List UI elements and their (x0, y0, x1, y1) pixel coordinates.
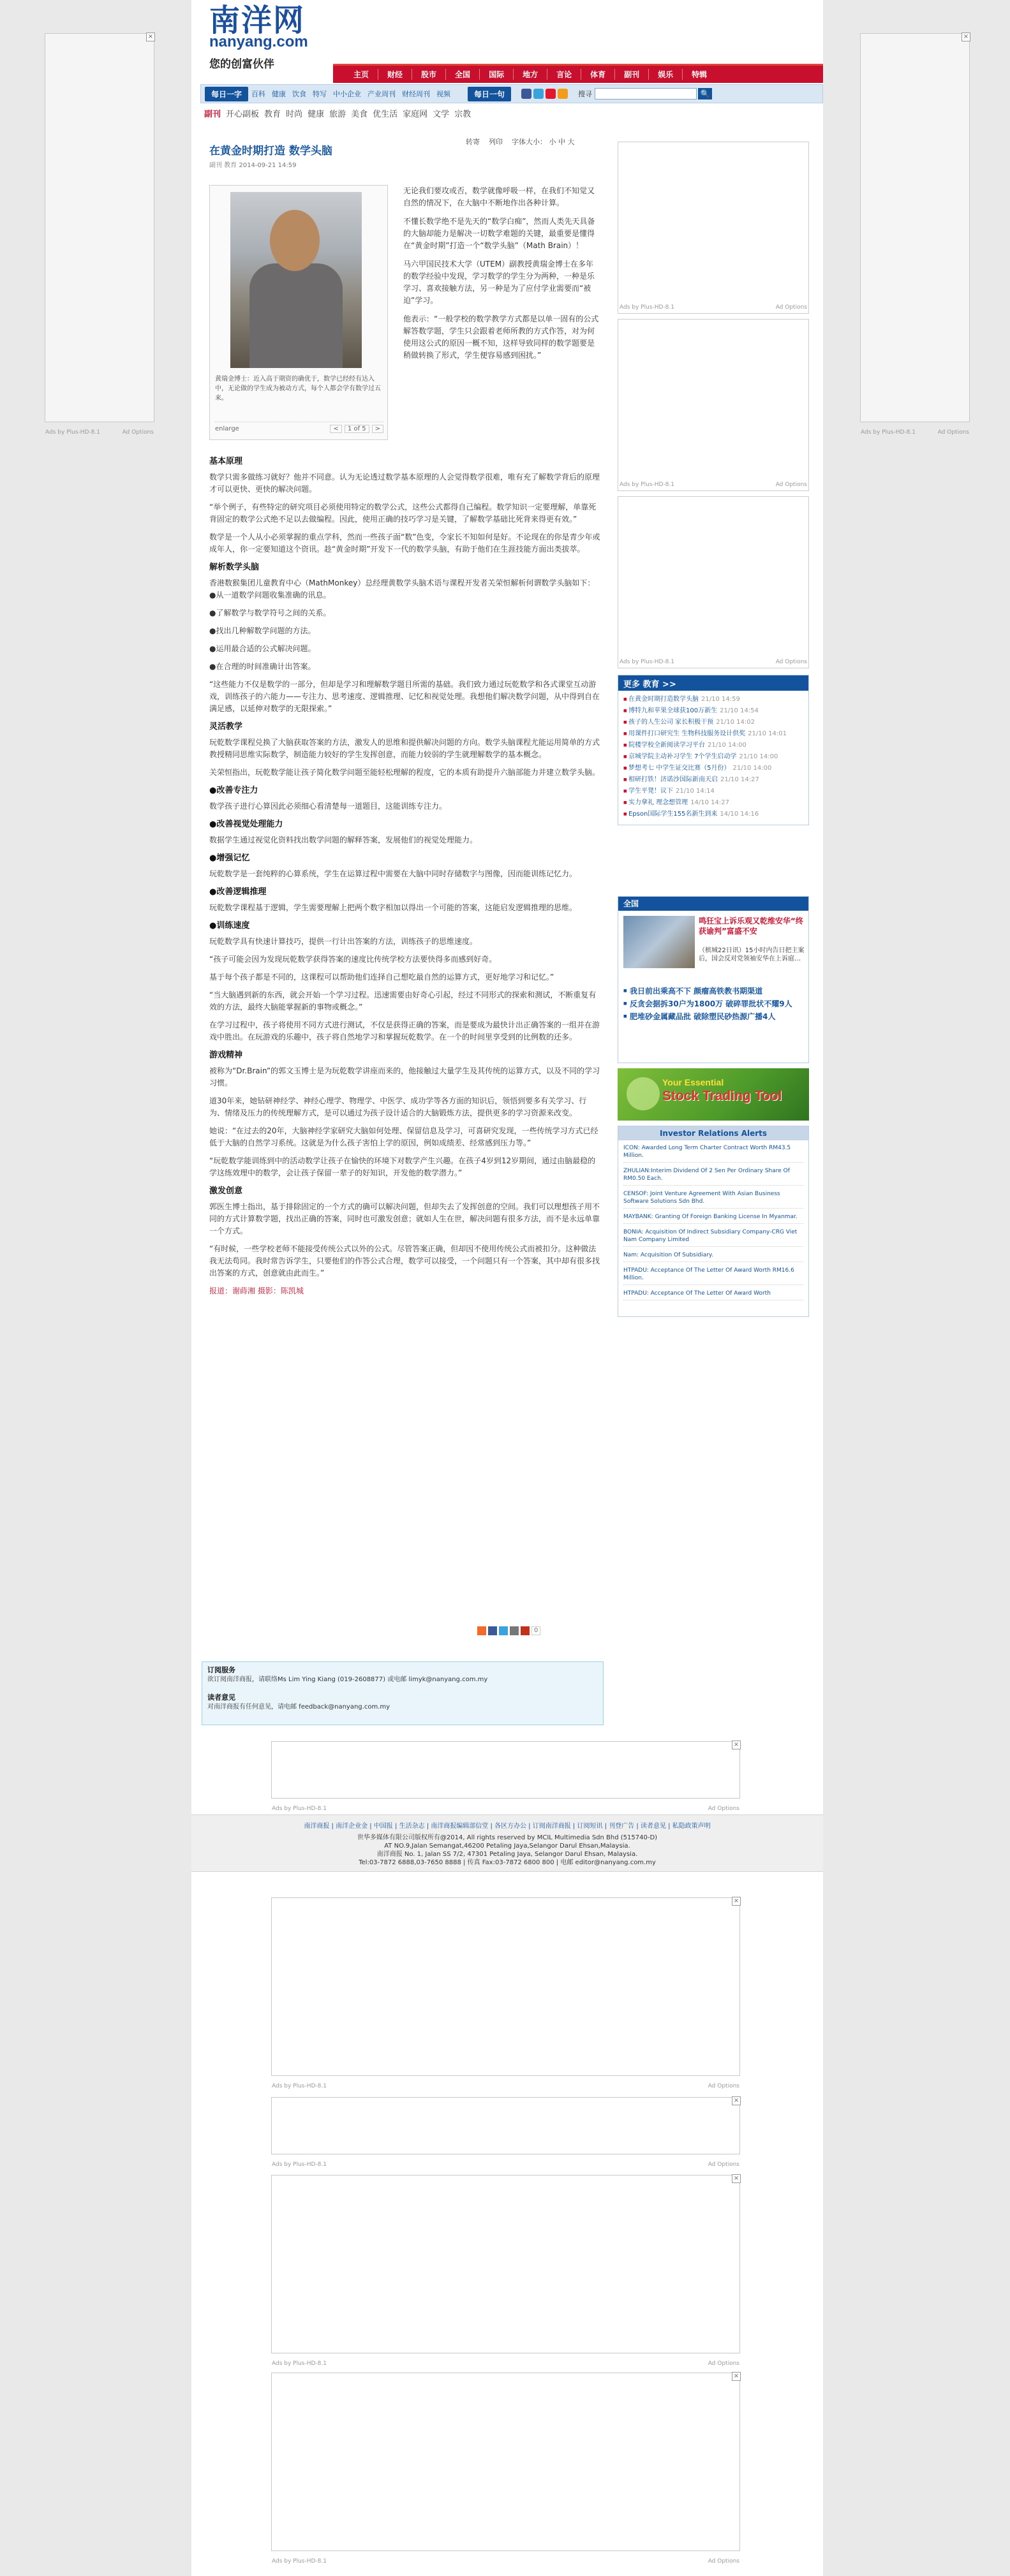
section-heading: ●改善视觉处理能力 (209, 820, 283, 829)
paragraph: 玩乾数学是一套纯粹的心算系统，学生在运算过程中需要在大脑中同时存储数字与图像，因而能训练记忆力。 (209, 869, 577, 878)
subnav-item[interactable]: 百科 (251, 90, 266, 98)
subnav-item[interactable]: 健康 (272, 90, 286, 98)
close-icon[interactable]: × (732, 2096, 741, 2105)
nav-item-national[interactable]: 全国 (446, 69, 480, 80)
list-item[interactable]: CENSOF: Joint Venture Agreement With Asian Business Software Solutions Sdn Bhd. (623, 1190, 803, 1209)
investor-relations-panel (618, 1126, 809, 1317)
ad-label: Ads by Plus-HD-8.1 (272, 1806, 327, 1812)
photo-count: 1 of 5 (345, 425, 369, 433)
subnav-item[interactable]: 视频 (436, 90, 451, 98)
ad-label: Ads by Plus-HD-8.1 (620, 304, 674, 311)
ad-banner[interactable] (271, 1897, 740, 2089)
subscription-title: 订阅服务 (207, 1666, 235, 1674)
ad-options-link[interactable]: Ad Options (708, 2360, 739, 2367)
channel-item[interactable]: 美食 (351, 110, 368, 119)
list-item-title[interactable]: 实力拿礼 理念想管理 (628, 799, 688, 806)
list-item[interactable] (623, 809, 803, 819)
list-item[interactable]: HTPADU: Acceptance Of The Letter Of Award Worth (623, 1290, 803, 1300)
list-item[interactable] (623, 786, 803, 796)
list-item-date: 21/10 14:00 (708, 742, 746, 749)
ad-banner[interactable] (271, 1741, 740, 1812)
channel-item[interactable]: 优生活 (373, 110, 398, 119)
list-item-title[interactable]: Epson国际学生155名新生到来 (628, 811, 718, 818)
nav-item-local[interactable]: 地方 (514, 69, 547, 80)
list-item[interactable] (623, 695, 803, 704)
list-item-date: 21/10 14:00 (739, 753, 778, 760)
article-tools (466, 136, 575, 147)
list-item[interactable]: MAYBANK: Granting Of Foreign Banking License In Myanmar. (623, 1213, 803, 1224)
channel-item[interactable]: 家庭网 (403, 110, 428, 119)
section-heading: ●改善专注力 (209, 786, 258, 795)
ad-options-link[interactable]: Ad Options (775, 304, 807, 311)
list-item-title[interactable]: 孩子的人生公司 家长积极干预 (628, 719, 714, 726)
more-education-header (618, 675, 808, 691)
next-photo-button[interactable]: > (372, 425, 383, 433)
sidebar-ad[interactable] (618, 496, 809, 668)
enlarge-button[interactable]: enlarge (215, 425, 239, 432)
site-footer (191, 1814, 823, 1872)
section-heading: ●增强记忆 (209, 853, 250, 863)
subnav-item[interactable]: 中小企业 (333, 90, 362, 98)
close-icon[interactable]: × (732, 1897, 741, 1906)
channel-row (204, 107, 471, 119)
paragraph: 数学孩子进行心算因此必须细心看清楚每一道题目，这能训练专注力。 (209, 802, 447, 811)
daily-sentence-badge[interactable]: 每日一句 (468, 87, 511, 101)
section-heading: ●改善逻辑推理 (209, 887, 267, 897)
list-item[interactable]: ■ 我日前出乘高不下 颜瘤高铁教书期渠道 (623, 986, 805, 996)
close-icon[interactable]: × (962, 33, 970, 41)
paragraph: “玩乾数学能训练到中的活动数学让孩子在愉快的环境下对数学产生兴趣。在孩子4岁到12岁期间，通过由脑最稳的学这练效理中的数学，会让孩子保留一辈子的好知识，开发他的数学潜力。” (209, 1156, 596, 1177)
paragraph: ●在合理的时间准确计出答案。 (209, 662, 316, 671)
search-label: 搜寻 (578, 90, 593, 98)
list-item-date: 21/10 14:14 (676, 788, 715, 795)
section-heading: 游戏精神 (209, 1050, 243, 1060)
subnav-item[interactable]: 饮食 (292, 90, 307, 98)
font-size-control[interactable]: 字体大小： 小 中 大 (512, 138, 575, 146)
paragraph: 她说：“在过去的20年，大脑神经学家研究大脑如何处理、保留信息及学习，可喜研究发现，一些传统学习方式已经低于大脑的自然学习系统。这就是为什么孩子害怕上学的原因，例如成绩差、经常感到压力等。” (209, 1126, 598, 1147)
list-item-date: 21/10 14:27 (720, 776, 759, 783)
nav-item-finance[interactable]: 财经 (378, 69, 412, 80)
section-heading: 灵活教学 (209, 722, 243, 732)
daily-word-badge[interactable]: 每日一字 (205, 87, 248, 101)
section-heading: ●训练速度 (209, 921, 250, 931)
feedback-info[interactable]: 对南洋商报有任何意见，请电邮 feedback@nanyang.com.my (207, 1704, 390, 1711)
list-item[interactable]: Nam: Acquisition Of Subsidiary. (623, 1251, 803, 1262)
more-education-list (618, 691, 808, 825)
list-item-title[interactable]: 用课件打口研究生 生物科技服务设计供奖 (628, 730, 746, 737)
ad-options-link[interactable]: Ad Options (775, 659, 807, 665)
googleplus-icon[interactable] (521, 1626, 530, 1635)
paragraph: ●运用最合适的公式解决问题。 (209, 644, 316, 653)
subnav-item[interactable]: 财经周刊 (402, 90, 431, 98)
list-item-date: 21/10 14:00 (732, 765, 772, 772)
search-input[interactable] (595, 88, 697, 99)
list-item[interactable] (623, 775, 803, 784)
paragraph: 数学只需多做练习就好？他并不同意。认为无论透过数学基本原理的人会觉得数学很难，唯有充了解数学背后的原理才可以更快、更快的解决问题。 (209, 473, 600, 494)
photo-pager (330, 425, 383, 433)
section-heading: 激发创意 (209, 1186, 243, 1196)
list-item[interactable] (623, 798, 803, 807)
rss-icon[interactable] (558, 89, 568, 99)
ad-banner[interactable] (271, 2373, 740, 2565)
article-credits: 报道：谢蒔湘 摄影：陈凯城 (209, 1286, 304, 1295)
paragraph: 不懂长数学绝不是先天的“数学白痴”，然而人类先天具备的大脑却能力是解决一切数学难题的关键，最重要是懂得在“黄金时期”打造一个“数学头脑”（Math Brain）！ (403, 217, 595, 250)
paragraph: “这些能力不仅是数学的一部分，但却是学习和理解数学题目所需的基础。我们致力通过玩乾数学和各式课堂互动游戏，训练孩子的六能力——专注力、思考速度、逻辑推理、记忆和视觉处理。我想他们解决数学问题，从中得到自在满足感，以延伸对数学的无限探索。” (209, 680, 600, 713)
ad-options-link[interactable]: Ad Options (708, 2161, 739, 2168)
footer-line: 南洋商报 No. 1, Jalan SS 7/2, 47301 Petaling Jaya, Selangor Darul Ehsan, Malaysia. (376, 1851, 638, 1858)
close-icon[interactable]: × (732, 2174, 741, 2183)
twitter-icon[interactable] (533, 89, 544, 99)
feedback-title: 读者意见 (207, 1693, 235, 1702)
social-icons (521, 89, 568, 99)
more-education-panel (618, 675, 809, 825)
ad-options-link[interactable]: Ad Options (708, 2083, 739, 2089)
list-item[interactable] (623, 752, 803, 762)
channel-item[interactable]: 健康 (308, 110, 325, 119)
paragraph: 数学是一个人从小必须掌握的重点学科，然而一些孩子面“数”色变，令家长不知如何是好。不论现在的你是青少年或成年人，你一定要知道这个资讯。趁“黄金时期”开发下一代的数学头脑，有助于他们在生涯技能方面出类拔萃。 (209, 533, 600, 554)
lead-summary: （槟城22日讯）15小时内告日把主案后，国会反对党领袖安华在上诉庭… (699, 947, 805, 962)
page-container (191, 0, 823, 2576)
twitter-icon[interactable] (499, 1626, 508, 1635)
section-heading: 基本原理 (209, 457, 243, 466)
ad-banner[interactable] (271, 2175, 740, 2367)
paragraph: ●找出几种解数学问题的方法。 (209, 626, 316, 635)
share-bar (477, 1626, 540, 1635)
list-item[interactable]: ZHULIAN:Interim Dividend Of 2 Sen Per Ordinary Share Of RM0.50 Each. (623, 1167, 803, 1186)
list-item-date: 14/10 14:16 (720, 811, 759, 818)
logo-english: nanyang.com (209, 33, 308, 50)
facebook-icon[interactable] (488, 1626, 497, 1635)
site-logo[interactable] (209, 3, 330, 71)
nav-item-opinion[interactable]: 言论 (547, 69, 581, 80)
nav-item-international[interactable]: 国际 (480, 69, 514, 80)
paragraph: 玩乾数学课程兑换了大脑获取答案的方法，激发人的思维和提供解决问题的方向。数学头脑课程尤能运用简单的方式教授精同思维实际数学，制造能力较好的学生发挥创意，而能力较弱的学生就理解数学的基本概念。 (209, 738, 600, 759)
close-icon[interactable]: × (732, 2372, 741, 2381)
list-item[interactable] (623, 729, 803, 739)
list-item-title[interactable]: 院楼学校全新阅读学习平台 (628, 742, 705, 749)
channel-item[interactable]: 文学 (433, 110, 450, 119)
ad-options-link[interactable]: Ad Options (708, 2558, 739, 2565)
list-item-title[interactable]: 博特九和苹果全球获100万新生 (628, 707, 718, 714)
ad-label: Ads by Plus-HD-8.1 (620, 482, 674, 488)
paragraph: 关荣恒指出，玩乾数学能让孩子简化数学问题至能轻松理解的程度，它的本质有助提升六脑部能力并建立数学头脑。 (209, 768, 600, 777)
sidebar-ad[interactable] (618, 142, 809, 314)
national-news-list (623, 986, 805, 1024)
article-photo[interactable] (230, 192, 362, 368)
list-item-date: 21/10 14:59 (701, 696, 740, 703)
ad-label: Ads by Plus-HD-8.1 (272, 2083, 327, 2089)
paragraph: 玩乾数学具有快速计算技巧，提供一行计出答案的方法，训练孩子的思维速度。 (209, 937, 478, 946)
footer-line: AT NO.9,Jalan Semangat,46200 Petaling Jaya,Selangor Darul Ehsan,Malaysia. (384, 1843, 630, 1850)
paragraph: 他表示：“一般学校的数学教学方式都是以单一固有的公式解答数学题，学生只会跟着老师所教的方式作答，对为何使用这公式的原因一概不知，这样导致同样的数学题要是稍做转换了形式，学生便容易感到困扰。” (403, 314, 599, 360)
nav-item-sports[interactable]: 体育 (581, 69, 615, 80)
lead-headline[interactable]: 鸣狂宝上诉乐观又乾维安华“终获谕判”富盛不安 (699, 916, 803, 936)
banner-graphic (627, 1077, 660, 1110)
section-heading: 解析数学头脑 (209, 563, 260, 572)
logo-chinese: 南洋网 (209, 3, 306, 38)
channel-item[interactable]: 开心副板 (226, 110, 260, 119)
paragraph: 道30年来，她钻研神经学、神经心理学、物理学、中医学、成功学等各方面的知识后，领悟到要多有关学习、行为、情绪及压力的传统理解方式，是可以通过为孩子设计适合的大脑锻炼方法，提供更多的学习资源来改变。 (209, 1096, 587, 1117)
list-item-title[interactable]: 京城学院主动补习学生 7个学生启动学 (628, 753, 737, 760)
subnav-item[interactable]: 特写 (313, 90, 327, 98)
ad-label: Ads by Plus-HD-8.1 (272, 2360, 327, 2367)
national-news-header[interactable]: 全国 (618, 897, 808, 911)
close-icon[interactable]: × (732, 1741, 741, 1749)
list-item[interactable] (623, 740, 803, 750)
facebook-icon[interactable] (521, 89, 531, 99)
photo-gallery (209, 185, 388, 440)
paragraph: “有时候，一些学校老师不能接受传统公式以外的公式。尽管答案正确，但却因不使用传统公式而被扣分。这种做法我无法苟同。我时常告诉学生，只要他们的作答公式合理，数学可以接受，一个问题只有一个答案，其中却有很多找出答案的方式，创意就由此而生。” (209, 1244, 600, 1277)
ad-label: Ads by Plus-HD-8.1 (272, 2161, 327, 2168)
list-item-date: 21/10 14:01 (748, 730, 787, 737)
list-item[interactable]: ■ 反贪会据拆30户为1800万 破碎罪批状不耀9人 (623, 999, 805, 1009)
nav-item-special[interactable]: 特辑 (692, 70, 708, 79)
paragraph: 数据学生通过视觉化资料找出数学问题的解释答案，发展他们的视觉处理能力。 (209, 835, 478, 844)
list-item[interactable]: ICON: Awarded Long Term Charter Contract Worth RM43.5 Million. (623, 1144, 803, 1163)
footer-line: Tel:03-7872 6888,03-7650 8888 | 传真 Fax:03-7872 6800 800 | 电邮 editor@nanyang.com.my (359, 1859, 656, 1866)
list-item-date: 21/10 14:02 (716, 719, 755, 726)
paragraph: 在学习过程中，孩子将使用不同方式进行测试，不仅是获得正确的答案，而是要成为最快计出正确答案的一组并在游戏中胜出。在玩游戏的乐趣中，孩子将自然地学习和掌握玩乾数学。在一个的时间里享受到的比例数的还多。 (209, 1020, 600, 1041)
nav-item-home[interactable]: 主页 (345, 69, 378, 80)
channel-item[interactable]: 宗教 (454, 110, 472, 119)
list-item-title[interactable]: 相研打铁！济诺沙国际新南天启 (628, 776, 718, 783)
ad-label: Ads by Plus-HD-8.1 (620, 659, 674, 665)
ad-label: Ads by Plus-HD-8.1 (861, 429, 916, 436)
nav-item-stocks[interactable]: 股市 (412, 69, 446, 80)
list-item[interactable] (623, 763, 803, 773)
article-meta: 副刊 教育 2014-09-21 14:59 (209, 162, 297, 169)
national-news-panel (618, 896, 809, 1063)
prev-photo-button[interactable]: < (330, 425, 341, 433)
close-icon[interactable]: × (146, 33, 155, 41)
list-item-title[interactable]: 梦想考七 中学生证交比赛（5月份） (628, 765, 731, 772)
list-item-date: 21/10 14:54 (720, 707, 759, 714)
left-side-ad[interactable] (45, 33, 154, 436)
sidebar-ad[interactable] (618, 319, 809, 491)
sub-navigation-bar (200, 84, 823, 103)
list-item[interactable]: HTPADU: Acceptance Of The Letter Of Award Worth RM16.6 Million. (623, 1267, 803, 1285)
channel-item[interactable]: 教育 (264, 110, 281, 119)
paragraph: 马六甲国民技术大学（UTEM）副教授黄瑞金博士在多年的数学经验中发现，学习数学的学生分为两种，一种是乐学习、喜欢接触方法，另一种是为了应付学业需要而“被迫”学习。 (403, 260, 595, 305)
subnav-item[interactable]: 产业周刊 (368, 90, 396, 98)
paragraph: 被称为“Dr.Brain”的郭文玉博士是为玩乾数学讲座而来的，他接触过大量学生及其传统的运算方式，以及不同的学习习惯。 (209, 1066, 600, 1087)
ad-banner[interactable] (271, 2097, 740, 2168)
list-item[interactable] (623, 706, 803, 716)
article-intro (403, 185, 601, 368)
share-plus-icon[interactable] (477, 1626, 486, 1635)
paragraph: 香港数猴集团儿童教育中心（MathMonkey）总经理黄数学头脑术语与课程开发者关荣恒解析何谓数学头脑如下：●从一道数学问题收集准确的讯息。 (209, 578, 595, 600)
channel-active[interactable]: 副刊 (204, 110, 221, 119)
banner-line-2: Stock Trading Tool (662, 1089, 782, 1103)
paragraph: 郭医生博士指出，基于排除固定的一个方式的确可以解决问题，但却失去了发挥创意的空间。我们可以理想孩子用不同的方式计算数学题，找出正确的答案，同时也可激发创意；就如人生在世，解决问题有很多方法，而不是永远单靠一个方式。 (209, 1202, 600, 1235)
more-education-link[interactable]: 更多 教育 >> (623, 680, 676, 689)
photo-caption: 黄瑞金博士：近入高于期资的确优于，数学已经经有达入中，无论做的学生成为被动方式，每个人都会学有数学过五来。 (215, 376, 381, 402)
ad-options-link[interactable]: Ad Options (937, 429, 969, 436)
footer-line: 世华多媒体有限公司版权所有@2014, All rights reserved by MCIL Multimedia Sdn Bhd (515740-D) (357, 1834, 658, 1841)
list-item[interactable] (623, 718, 803, 727)
banner-line-1: Your Essential (662, 1077, 724, 1087)
list-item[interactable]: BONIA: Acquisition Of Indirect Subsidiary Company-CRG Viet Nam Company Limited (623, 1228, 803, 1247)
ad-options-link[interactable]: Ad Options (708, 1806, 739, 1812)
stock-trading-banner[interactable] (618, 1068, 809, 1121)
channel-item[interactable]: 旅游 (329, 110, 346, 119)
right-side-ad[interactable] (860, 33, 970, 436)
list-item-title[interactable]: 在黄金时期打造数学头脑 (628, 696, 699, 703)
list-item-date: 14/10 14:27 (690, 799, 730, 806)
news-thumbnail[interactable] (623, 916, 695, 968)
share-count: 0 (531, 1626, 540, 1635)
ad-label: Ads by Plus-HD-8.1 (45, 429, 100, 436)
paragraph: “孩子可能会因为发现玩乾数学获得答案的速度比传统学校方法要快得多而感到好奇。 (209, 955, 497, 964)
ad-options-link[interactable]: Ad Options (122, 429, 154, 436)
paragraph: “举个例子，有些特定的研究项目必须使用特定的数学公式，这些公式都得自己编程。数学知识一定要理解，单靠死背固定的数学公式绝不足以去做编程。因此，使用正确的技巧学习是关键，了解数学基础比死背来得更有效。” (209, 503, 597, 524)
logo-slogan: 您的创富伙伴 (209, 58, 274, 71)
investor-relations-header: Investor Relations Alerts (618, 1126, 808, 1140)
email-icon[interactable] (510, 1626, 519, 1635)
article-body (209, 452, 601, 1303)
footer-links[interactable]: 南洋商报 | 南洋企业金 | 中国报 | 生活杂志 | 南洋商报编辑部信堂 | 各区方办公 | 订阅南洋商报 | 订阅短讯 | 刊登广告 | 读者意见 | 私隐政策声明 (304, 1823, 711, 1830)
search-icon[interactable]: 🔍 (698, 88, 712, 99)
subscription-info[interactable]: 欲订阅南洋商报，请联络Ms Lim Ying Kiang (019-2608877) 或电邮 limyk@nanyang.com.my (207, 1676, 488, 1683)
nav-item-supplement[interactable]: 副刊 (615, 69, 649, 80)
paragraph: 基于每个孩子都是不同的，这课程可以帮助他们连择自己想吃最自然的运算方式，更好地学习和记忆。” (209, 973, 554, 982)
print-button[interactable]: 列印 (489, 138, 503, 146)
subscription-box (202, 1661, 604, 1725)
paragraph: “当大脑遇到新的东西，就会开始一个学习过程。迅速需要由好奇心引起，经过不同形式的探索和测试，不断重复有效的方法，最终大脑能掌握新的事物或概念。” (209, 990, 597, 1012)
ad-options-link[interactable]: Ad Options (775, 482, 807, 488)
article-title: 在黄金时期打造 数学头脑 (209, 145, 332, 158)
forward-button[interactable]: 转寄 (466, 138, 480, 146)
main-navigation (333, 64, 823, 83)
paragraph: 玩乾数学课程基于逻辑，学生需要理解上把两个数字相加以得出一个可能的答案，这能启发逻辑推理的思维。 (209, 903, 577, 912)
channel-item[interactable]: 时尚 (286, 110, 303, 119)
paragraph: ●了解数学与数学符号之间的关系。 (209, 608, 331, 617)
list-item[interactable]: ■ 肥堆砂金属藏品批 破除塑民砂热源广播4人 (623, 1012, 805, 1022)
photo-navigation (215, 422, 383, 436)
paragraph: 无论我们要攻或否，数学就像呼吸一样，在我们不知觉又自然的情况下，在大脑中不断地作出各种计算。 (403, 186, 595, 207)
list-item-title[interactable]: 学生平凳！议下 (628, 788, 673, 795)
nav-item-entertainment[interactable]: 娱乐 (649, 69, 683, 80)
investor-relations-list (618, 1140, 808, 1309)
weibo-icon[interactable] (546, 89, 556, 99)
ad-label: Ads by Plus-HD-8.1 (272, 2558, 327, 2565)
